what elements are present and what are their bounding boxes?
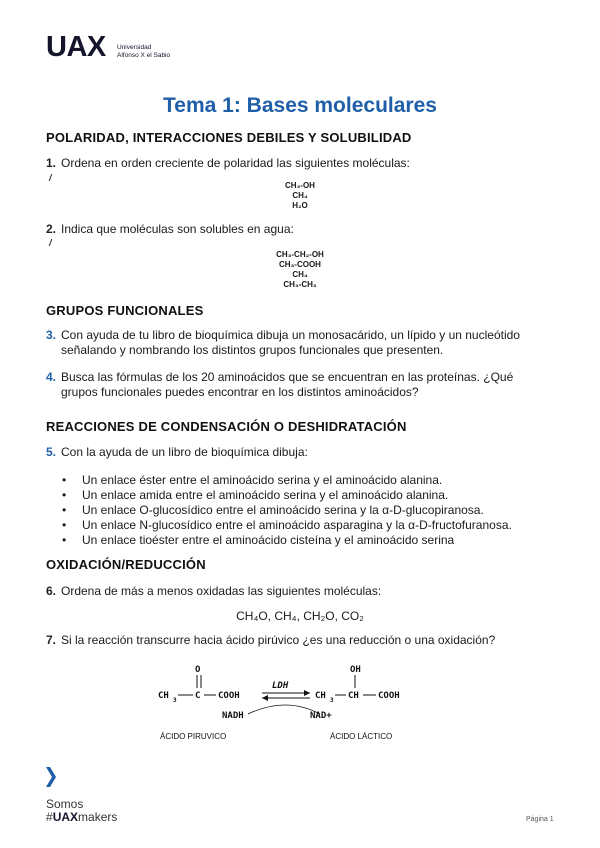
ch3-label: CH: [158, 691, 169, 701]
list-item: • Un enlace tioéster entre el aminoácido cisteína y el aminoácido serina: [62, 533, 512, 548]
hashtag-makers: makers: [78, 810, 118, 824]
subscript: 3: [330, 697, 334, 704]
question-number: 5.: [46, 445, 57, 459]
university-name: [117, 44, 170, 59]
chevron-right-icon: [44, 766, 58, 788]
page-number: Página 1: [526, 816, 554, 823]
question-number: 4.: [46, 370, 57, 384]
nad-label: NAD+: [310, 711, 332, 721]
question-number: 1.: [46, 156, 57, 170]
page-title: Tema 1: Bases moleculares: [163, 94, 437, 117]
formula: CH₃-COOH: [279, 260, 321, 269]
question-text: Con ayuda de tu libro de bioquímica dibuja un monosacárido, un lípido y un nucleótido señalando y nombrando los distintos grupos funcionales que presenten.: [61, 328, 520, 357]
hashtag-symbol: #: [46, 810, 53, 824]
question-7: [46, 633, 536, 648]
university-line1: Universidad: [117, 44, 152, 51]
arrow-head: [262, 695, 268, 701]
bullet-list: [62, 473, 512, 548]
tagline-somos: Somos: [46, 797, 84, 811]
formula: CH₄: [292, 191, 308, 200]
oh-label: OH: [350, 665, 361, 675]
formula: CH₃-CH₂-OH: [276, 250, 324, 259]
caption-pyruvic: ÁCIDO PIRUVICO: [160, 732, 227, 741]
formula: H₂O: [292, 201, 308, 210]
question-6: [46, 584, 536, 599]
section-heading-grupos: GRUPOS FUNCIONALES: [46, 303, 204, 318]
question-number: 6.: [46, 584, 57, 598]
carbon-label: C: [195, 691, 201, 701]
question-text: Ordena en orden creciente de polaridad las siguientes moléculas:: [61, 156, 410, 170]
annotation-mark: [49, 239, 57, 246]
footer-tagline: [46, 798, 117, 824]
question-3: [46, 328, 536, 358]
arrow-head: [304, 690, 310, 696]
cooh-label: COOH: [378, 691, 400, 701]
reaction-diagram: [150, 660, 430, 745]
uax-logo: UAX: [46, 31, 106, 63]
formula-list-q1: [0, 181, 600, 211]
question-text: Busca las fórmulas de los 20 aminoácidos que se encuentran en las proteínas. ¿Qué grupos funcionales puedes encontrar en los distintos aminoácidos?: [61, 370, 514, 399]
formula: CH₃-OH: [285, 181, 315, 190]
formula: CH₄: [292, 270, 308, 279]
question-5: [46, 445, 536, 460]
hashtag-brand: UAX: [52, 810, 79, 824]
question-2: [46, 222, 536, 237]
question-text: Indica que moléculas son solubles en agua:: [61, 222, 294, 236]
section-heading-oxidacion: OXIDACIÓN/REDUCCIÓN: [46, 557, 206, 572]
enzyme-label: LDH: [272, 681, 289, 691]
university-line2: Alfonso X el Sabio: [117, 51, 171, 59]
question-number: 3.: [46, 328, 57, 342]
ch-label: CH: [348, 691, 359, 701]
formula-list-q2: [0, 250, 600, 290]
question-text: Ordena de más a menos oxidadas las siguientes moléculas:: [61, 584, 382, 598]
caption-lactic: ÁCIDO LÁCTICO: [330, 732, 393, 741]
section-heading-polaridad: POLARIDAD, INTERACCIONES DEBILES Y SOLUBILIDAD: [46, 130, 412, 145]
oxygen-label: O: [195, 665, 201, 675]
question-number: 7.: [46, 633, 57, 647]
tagline-hashtag: [46, 811, 117, 824]
question-text: Con la ayuda de un libro de bioquímica dibuja:: [61, 445, 308, 459]
list-item: • Un enlace éster entre el aminoácido serina y el aminoácido alanina.: [62, 473, 512, 488]
nadh-label: NADH: [222, 711, 244, 721]
formula: CH₃-CH₃: [283, 280, 317, 289]
formula-q6: CH₄O, CH₄, CH₂O, CO₂: [236, 609, 364, 623]
question-4: [46, 370, 536, 400]
list-item: • Un enlace O-glucosídico entre el aminoácido serina y la α-D-glucopiranosa.: [62, 503, 512, 518]
cooh-label: COOH: [218, 691, 240, 701]
subscript: 3: [173, 697, 177, 704]
ch3-label: CH: [315, 691, 326, 701]
list-item: • Un enlace N-glucosídico entre el aminoácido asparagina y la α-D-fructofuranosa.: [62, 518, 512, 533]
question-text: Si la reacción transcurre hacia ácido pirúvico ¿es una reducción o una oxidación?: [61, 633, 496, 647]
section-heading-condensacion: REACCIONES DE CONDENSACIÓN O DESHIDRATACIÓN: [46, 419, 407, 434]
annotation-mark: [49, 174, 57, 181]
question-1: [46, 156, 536, 171]
question-number: 2.: [46, 222, 57, 236]
list-item: • Un enlace amida entre el aminoácido serina y el aminoácido alanina.: [62, 488, 512, 503]
